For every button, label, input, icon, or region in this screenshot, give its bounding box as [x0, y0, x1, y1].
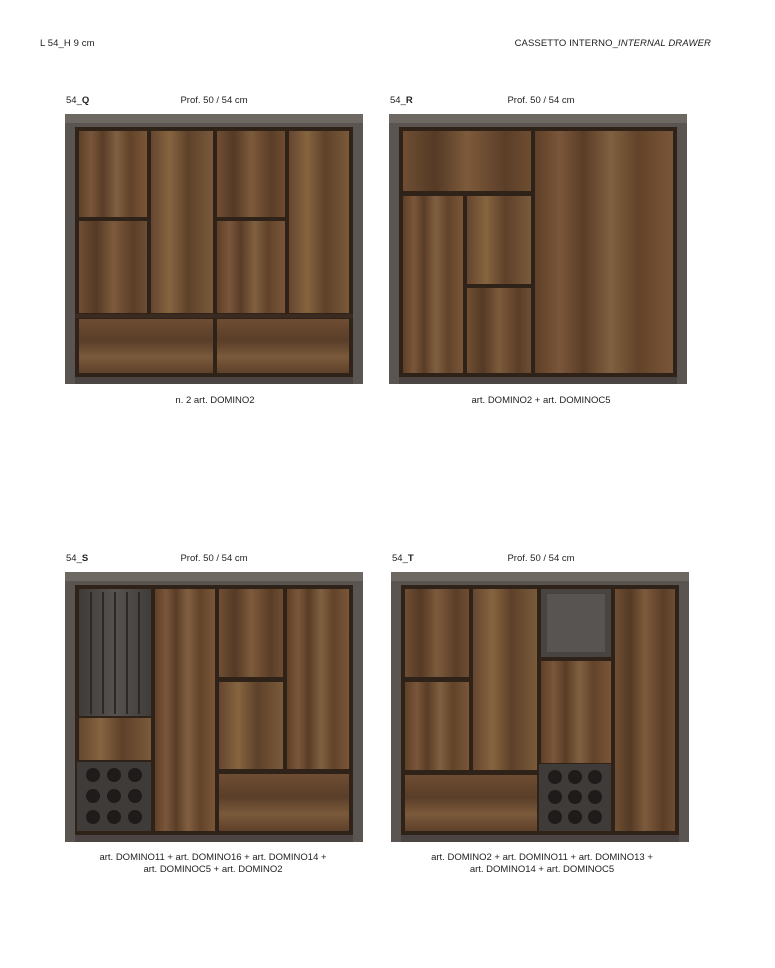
drawer-t-caption: art. DOMINO2 + art. DOMINO11 + art. DOMINO13 + art. DOMINO14 + art. DOMINOC5 — [431, 852, 653, 875]
drawer-t-depth: Prof. 50 / 54 cm — [507, 553, 575, 564]
drawer-s-image — [65, 572, 363, 842]
header-title-english: INTERNAL DRAWER — [618, 38, 711, 49]
header-title-main: CASSETTO INTERNO_ — [514, 38, 618, 49]
header-title — [515, 38, 711, 49]
drawer-s-depth: Prof. 50 / 54 cm — [180, 553, 248, 564]
drawer-t-image — [391, 572, 689, 842]
drawer-r-caption: art. DOMINO2 + art. DOMINOC5 — [471, 395, 611, 406]
drawer-r-image — [389, 114, 687, 384]
drawer-q-depth: Prof. 50 / 54 cm — [180, 95, 248, 106]
drawer-q-code: 54_Q — [66, 95, 90, 106]
drawer-r-code: 54_R — [390, 95, 413, 106]
drawer-q-caption: n. 2 art. DOMINO2 — [175, 395, 255, 406]
drawer-s-caption: art. DOMINO11 + art. DOMINO16 + art. DOMINO14 + art. DOMINOC5 + art. DOMINO2 — [99, 852, 327, 875]
drawer-t-code: 54_T — [392, 553, 414, 564]
drawer-r-depth: Prof. 50 / 54 cm — [507, 95, 575, 106]
drawer-s-code: 54_S — [66, 553, 89, 564]
header-dimensions: L 54_H 9 cm — [40, 38, 95, 49]
drawer-q-image — [65, 114, 363, 384]
